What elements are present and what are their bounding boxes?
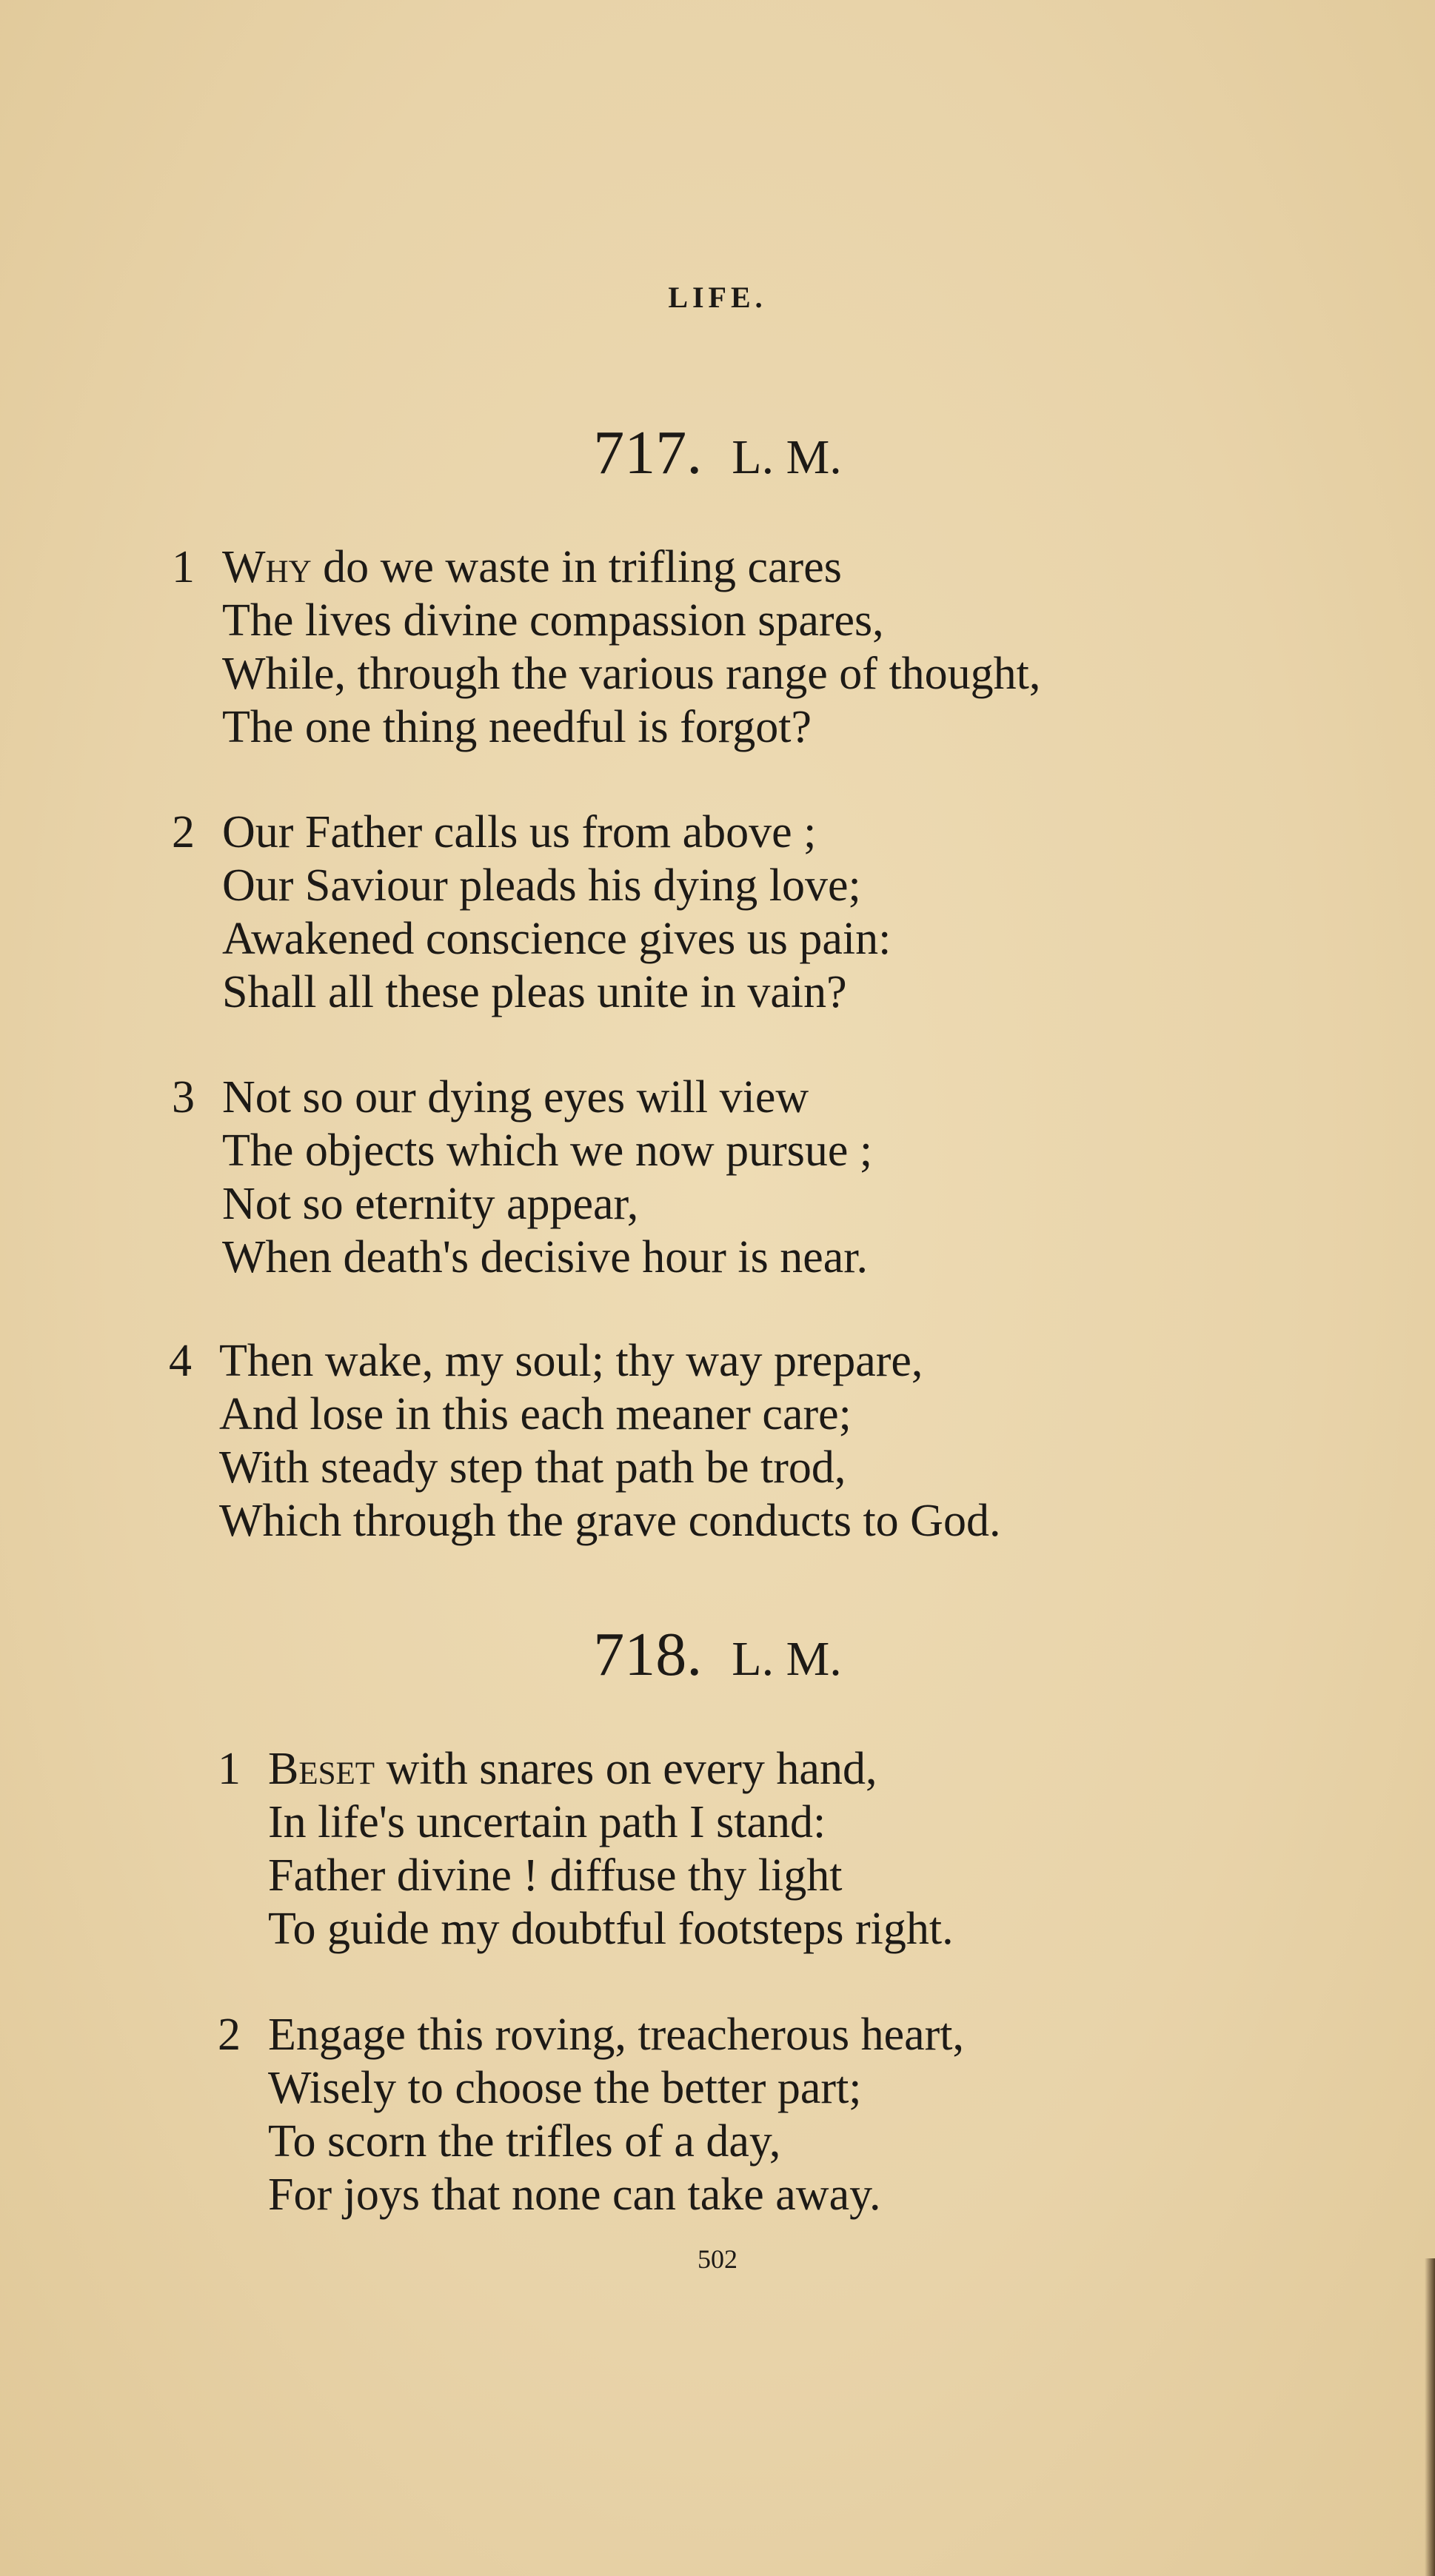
hymn-718-stanza-1 [218,1742,954,1956]
hymn-717-stanza-3 [172,1071,873,1284]
stanza-number: 2 [172,807,195,857]
stanza-number: 1 [172,542,195,592]
stanza-number: 2 [218,2010,241,2060]
stanza-line: Engage this roving, treacherous heart, [268,2010,964,2060]
page-edge-shadow [1425,2258,1435,2576]
first-word: Beset [268,1744,375,1794]
stanza-line: Not so our dying eyes will view [222,1072,809,1123]
stanza-line: Shall all these pleas unite in vain? [222,967,847,1017]
hymn-718-heading [0,1620,1435,1689]
page-number: 502 [698,2244,737,2274]
hymn-718-stanza-2 [218,2008,964,2221]
hymn-717-stanza-4 [169,1334,1001,1548]
first-line-rest: do we waste in trifling cares [311,542,842,592]
stanza-line: Which through the grave conducts to God. [219,1496,1001,1546]
hymn-number: 717. [593,418,703,487]
stanza-line: The objects which we now pursue ; [222,1125,873,1176]
stanza-line: The one thing needful is forgot? [222,702,812,752]
stanza-line: Not so eternity appear, [222,1179,639,1229]
first-word: Why [222,542,312,592]
stanza-line: Awakened conscience gives us pain: [222,914,892,964]
stanza-line: To guide my doubtful footsteps right. [268,1904,954,1954]
hymn-meter: L. M. [732,430,842,484]
stanza-line: For joys that none can take away. [268,2169,881,2220]
hymn-meter: L. M. [732,1632,842,1686]
hymn-717-stanza-1 [172,541,1041,754]
stanza-line: While, through the various range of thought, [222,649,1041,699]
stanza-line: Our Saviour pleads his dying love; [222,860,861,911]
stanza-number: 1 [218,1744,241,1794]
stanza-line: Father divine ! diffuse thy light [268,1850,843,1901]
stanza-line: The lives divine compassion spares, [222,595,884,646]
hymn-717-heading [0,418,1435,487]
stanza-line: And lose in this each meaner care; [219,1389,852,1439]
stanza-line: With steady step that path be trod, [219,1442,846,1493]
stanza-number: 4 [169,1336,192,1386]
stanza-line: When death's decisive hour is near. [222,1232,868,1282]
stanza-line [222,541,1040,594]
stanza-line: Wisely to choose the better part; [268,2063,862,2113]
hymn-717-stanza-2 [172,806,892,1019]
stanza-line: To scorn the trifles of a day, [268,2116,781,2167]
stanza-number: 3 [172,1072,195,1123]
running-head: LIFE. [668,281,767,314]
stanza-line: In life's uncertain path I stand: [268,1797,826,1847]
stanza-line [268,1742,954,1796]
stanza-line: Then wake, my soul; thy way prepare, [219,1336,923,1386]
hymn-number: 718. [593,1620,703,1689]
stanza-line: Our Father calls us from above ; [222,807,817,857]
first-line-rest: with snares on every hand, [375,1744,877,1794]
